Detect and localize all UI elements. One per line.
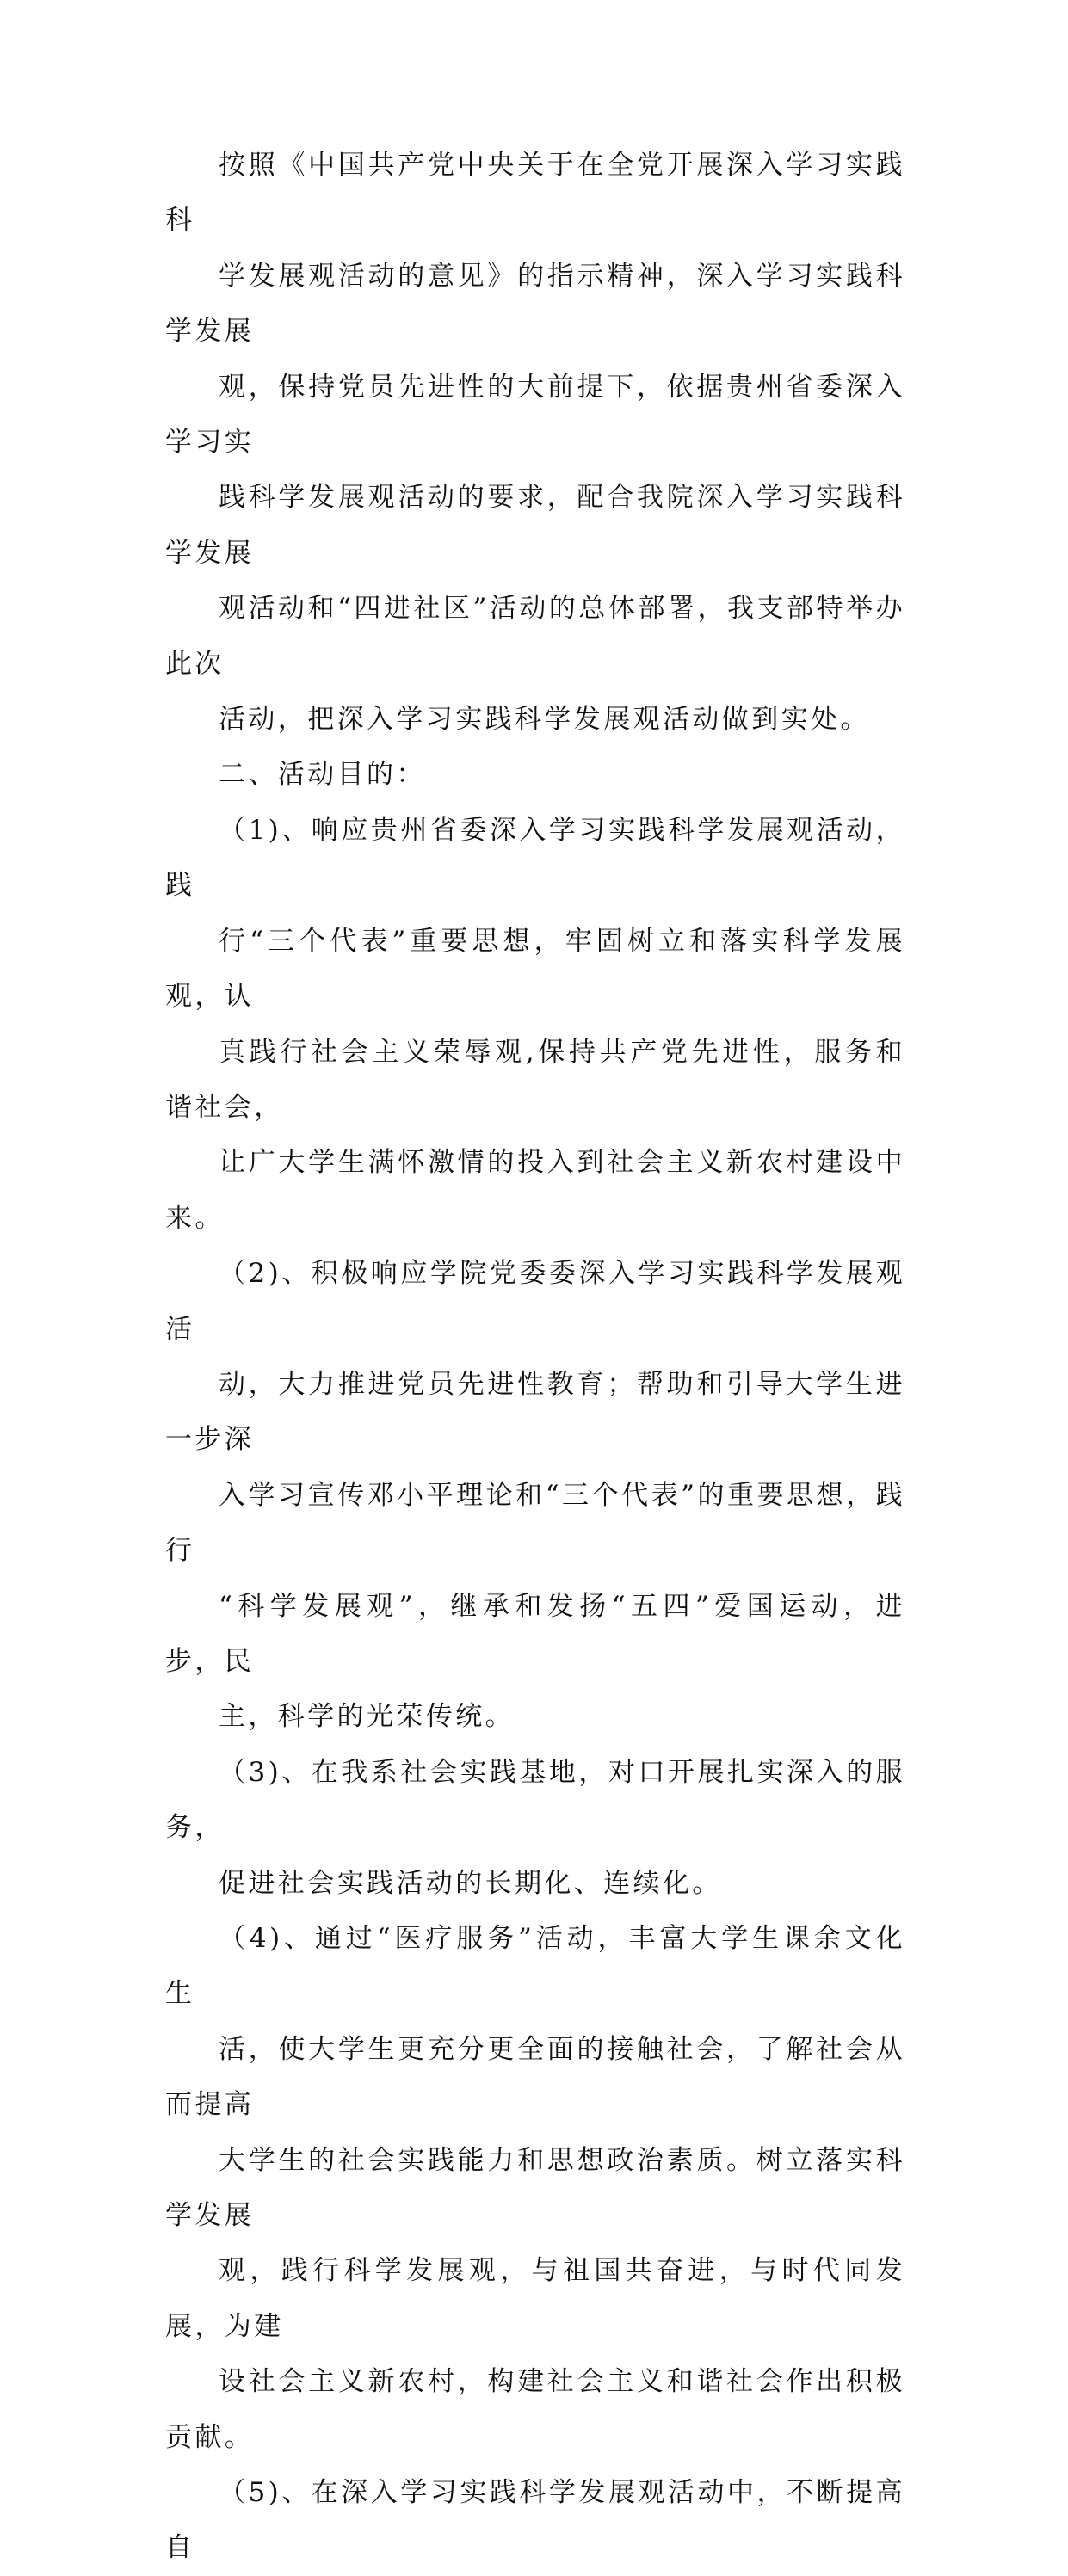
body-text: [165, 138, 905, 2576]
text-line: 入学习宣传邓小平理论和“三个代表”的重要思想，践行: [165, 1479, 905, 1567]
text-line: 践科学发展观活动的要求，配合我院深入学习实践科学发展: [165, 482, 905, 569]
text-line: 观，保持党员先进性的大前提下，依据贵州省委深入学习实: [165, 371, 905, 459]
paragraph-intro: [165, 138, 905, 747]
text-line: 促进社会实践活动的长期化、连续化。: [219, 1867, 722, 1899]
paragraph-item-5: [165, 2465, 905, 2576]
paragraph-item-3: [165, 1745, 905, 1911]
text-line: 活动，把深入学习实践科学发展观活动做到实处。: [219, 704, 870, 736]
text-line: 行“三个代表”重要思想，牢固树立和落实科学发展观，认: [165, 925, 905, 1013]
text-line: 动，大力推进党员先进性教育；帮助和引导大学生进一步深: [165, 1368, 905, 1456]
paragraph-item-1: [165, 803, 905, 1246]
text-line: 让广大学生满怀激情的投入到社会主义新农村建设中来。: [165, 1147, 905, 1234]
text-line: 观，践行科学发展观，与祖国共奋进，与时代同发展，为建: [165, 2255, 905, 2342]
text-line: （1)、响应贵州省委深入学习实践科学发展观活动，践: [165, 814, 905, 902]
text-line: （5)、在深入学习实践科学发展观活动中，不断提高自: [165, 2477, 905, 2564]
text-line: 二、活动目的：: [219, 759, 426, 791]
section-heading: [165, 747, 905, 802]
text-line: 观活动和“四进社区”活动的总体部署，我支部特举办此次: [165, 593, 905, 680]
text-line: （3)、在我系社会实践基地，对口开展扎实深入的服务，: [165, 1756, 905, 1844]
text-line: 按照《中国共产党中央关于在全党开展深入学习实践科: [165, 150, 905, 237]
text-line: 大学生的社会实践能力和思想政治素质。树立落实科学发展: [165, 2144, 905, 2232]
text-line: 主，科学的光荣传统。: [219, 1701, 515, 1733]
text-line: 真践行社会主义荣辱观,保持共产党先进性，服务和谐社会，: [165, 1036, 905, 1123]
text-line: 设社会主义新农村，构建社会主义和谐社会作出积极贡献。: [165, 2366, 905, 2453]
paragraph-item-2: [165, 1246, 905, 1745]
text-line: 活，使大学生更充分更全面的接触社会，了解社会从而提高: [165, 2033, 905, 2121]
text-line: 学发展观活动的意见》的指示精神，深入学习实践科学发展: [165, 260, 905, 348]
text-line: （2)、积极响应学院党委委深入学习实践科学发展观活: [165, 1258, 905, 1345]
paragraph-item-4: [165, 1911, 905, 2465]
text-line: （4)、通过“医疗服务”活动，丰富大学生课余文化生: [165, 1923, 905, 2010]
text-line: “科学发展观”，继承和发扬“五四”爱国运动，进步，民: [165, 1590, 905, 1677]
